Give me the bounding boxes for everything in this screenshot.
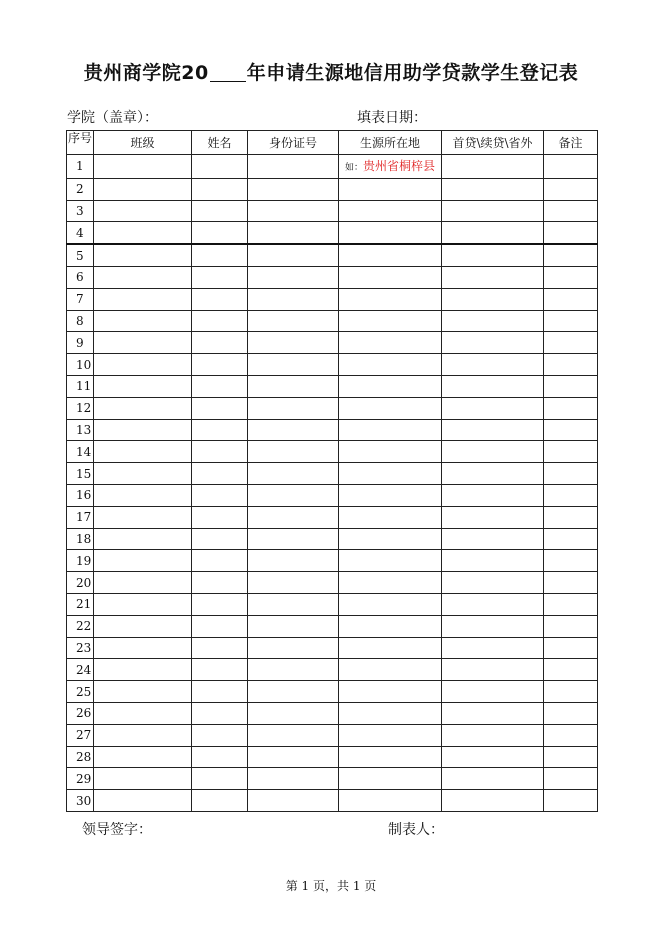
column-header-loan-type: 首贷\续贷\省外 [442,131,544,155]
id-number-cell[interactable] [248,768,339,790]
origin-cell[interactable] [339,310,442,332]
row-number: 21 [67,593,94,615]
row-number: 13 [67,419,94,441]
example-prefix: 如： [344,163,363,174]
table-row [67,593,598,615]
row-number: 23 [67,637,94,659]
page-number: 第 1 页，共 1 页 [285,879,377,893]
remarks-cell[interactable] [544,659,598,681]
class-cell[interactable] [94,222,192,244]
class-cell[interactable] [94,746,192,768]
row-number: 10 [67,354,94,376]
remarks-cell[interactable] [544,463,598,485]
row-number: 20 [67,572,94,594]
remarks-cell[interactable] [544,178,598,200]
remarks-cell[interactable] [544,266,598,288]
remarks-cell[interactable] [544,484,598,506]
class-cell[interactable] [94,375,192,397]
id-number-cell[interactable] [248,266,339,288]
remarks-cell[interactable] [544,354,598,376]
table-row [67,441,598,463]
class-cell[interactable] [94,354,192,376]
origin-cell[interactable] [339,681,442,703]
example-origin-text: 贵州省桐梓县 [363,159,436,174]
class-cell[interactable] [94,288,192,310]
remarks-cell[interactable] [544,550,598,572]
row-number: 5 [67,244,94,266]
table-row [67,200,598,222]
column-header-name: 姓名 [192,131,248,155]
id-number-cell[interactable] [248,659,339,681]
class-cell[interactable] [94,397,192,419]
class-cell[interactable] [94,463,192,485]
remarks-cell[interactable] [544,441,598,463]
row-number: 18 [67,528,94,550]
remarks-cell[interactable] [544,528,598,550]
id-number-cell[interactable] [248,441,339,463]
name-cell[interactable] [192,463,248,485]
table-row [67,724,598,746]
name-cell[interactable] [192,200,248,222]
class-cell[interactable] [94,615,192,637]
name-cell[interactable] [192,724,248,746]
class-cell[interactable] [94,441,192,463]
origin-cell[interactable] [339,506,442,528]
name-cell[interactable] [192,506,248,528]
origin-cell[interactable] [339,441,442,463]
remarks-cell[interactable] [544,375,598,397]
class-cell[interactable] [94,200,192,222]
row-number: 28 [67,746,94,768]
name-cell[interactable] [192,419,248,441]
origin-cell[interactable] [339,375,442,397]
class-cell[interactable] [94,550,192,572]
column-header-remarks: 备注 [544,131,598,155]
table-row [67,637,598,659]
row-number: 22 [67,615,94,637]
name-cell[interactable] [192,178,248,200]
name-cell[interactable] [192,310,248,332]
origin-cell[interactable] [339,155,442,179]
table-row [67,572,598,594]
table-header-row [67,131,598,155]
row-number: 25 [67,681,94,703]
row-number: 1 [67,155,94,179]
class-cell[interactable] [94,724,192,746]
table-row [67,659,598,681]
name-cell[interactable] [192,288,248,310]
origin-cell[interactable] [339,244,442,266]
id-number-cell[interactable] [248,178,339,200]
table-row [67,746,598,768]
id-number-cell[interactable] [248,244,339,266]
loan-type-cell[interactable] [442,681,544,703]
name-cell[interactable] [192,441,248,463]
row-number: 12 [67,397,94,419]
loan-type-cell[interactable] [442,200,544,222]
row-number: 17 [67,506,94,528]
loan-type-cell[interactable] [442,659,544,681]
title-prefix: 贵州商学院20 [83,62,209,84]
remarks-cell[interactable] [544,310,598,332]
column-header-origin: 生源所在地 [339,131,442,155]
origin-cell[interactable] [339,593,442,615]
class-cell[interactable] [94,681,192,703]
name-cell[interactable] [192,222,248,244]
id-number-cell[interactable] [248,724,339,746]
id-number-cell[interactable] [248,200,339,222]
origin-cell[interactable] [339,659,442,681]
row-number: 3 [67,200,94,222]
remarks-cell[interactable] [544,724,598,746]
table-row [67,790,598,812]
table-row [67,155,598,179]
id-number-cell[interactable] [248,484,339,506]
origin-cell[interactable] [339,200,442,222]
loan-type-cell[interactable] [442,768,544,790]
class-cell[interactable] [94,155,192,179]
name-cell[interactable] [192,746,248,768]
loan-type-cell[interactable] [442,441,544,463]
table-row [67,310,598,332]
class-cell[interactable] [94,266,192,288]
loan-type-cell[interactable] [442,375,544,397]
name-cell[interactable] [192,397,248,419]
origin-cell[interactable] [339,746,442,768]
table-row [67,332,598,354]
row-number: 4 [67,222,94,244]
name-cell[interactable] [192,528,248,550]
name-cell[interactable] [192,702,248,724]
loan-type-cell[interactable] [442,746,544,768]
row-number: 19 [67,550,94,572]
origin-cell[interactable] [339,354,442,376]
origin-cell[interactable] [339,637,442,659]
class-cell[interactable] [94,310,192,332]
name-cell[interactable] [192,681,248,703]
table-row [67,266,598,288]
loan-type-cell[interactable] [442,637,544,659]
origin-cell[interactable] [339,332,442,354]
row-number: 15 [67,463,94,485]
remarks-cell[interactable] [544,681,598,703]
fill-date-label: 填表日期： [357,110,427,126]
id-number-cell[interactable] [248,702,339,724]
table-row [67,681,598,703]
name-cell[interactable] [192,572,248,594]
id-number-cell[interactable] [248,593,339,615]
loan-type-cell[interactable] [442,244,544,266]
row-number: 6 [67,266,94,288]
table-row [67,178,598,200]
remarks-cell[interactable] [544,506,598,528]
remarks-cell[interactable] [544,615,598,637]
origin-cell[interactable] [339,790,442,812]
id-number-cell[interactable] [248,572,339,594]
id-number-cell[interactable] [248,637,339,659]
year-blank[interactable] [210,63,246,82]
row-number: 11 [67,375,94,397]
table-row [67,463,598,485]
maker-label: 制表人： [388,822,444,838]
class-cell[interactable] [94,332,192,354]
remarks-cell[interactable] [544,332,598,354]
row-number: 14 [67,441,94,463]
name-cell[interactable] [192,637,248,659]
origin-cell[interactable] [339,288,442,310]
origin-cell[interactable] [339,615,442,637]
table-row [67,375,598,397]
loan-type-cell[interactable] [442,724,544,746]
loan-type-cell[interactable] [442,288,544,310]
origin-cell[interactable] [339,550,442,572]
remarks-cell[interactable] [544,768,598,790]
loan-type-cell[interactable] [442,463,544,485]
origin-cell[interactable] [339,768,442,790]
table-row [67,288,598,310]
table-row [67,528,598,550]
remarks-cell[interactable] [544,419,598,441]
row-number: 8 [67,310,94,332]
row-number: 2 [67,178,94,200]
loan-type-cell[interactable] [442,397,544,419]
id-number-cell[interactable] [248,155,339,179]
class-cell[interactable] [94,528,192,550]
name-cell[interactable] [192,484,248,506]
name-cell[interactable] [192,244,248,266]
id-number-cell[interactable] [248,375,339,397]
class-cell[interactable] [94,790,192,812]
table-row [67,484,598,506]
row-number: 9 [67,332,94,354]
table-row [67,397,598,419]
id-number-cell[interactable] [248,681,339,703]
loan-type-cell[interactable] [442,310,544,332]
row-number: 29 [67,768,94,790]
id-number-cell[interactable] [248,419,339,441]
name-cell[interactable] [192,593,248,615]
column-header-seq: 序号 [67,131,94,155]
row-number: 24 [67,659,94,681]
remarks-cell[interactable] [544,572,598,594]
class-cell[interactable] [94,484,192,506]
origin-cell[interactable] [339,397,442,419]
name-cell[interactable] [192,768,248,790]
id-number-cell[interactable] [248,310,339,332]
remarks-cell[interactable] [544,244,598,266]
title-suffix: 年申请生源地信用助学贷款学生登记表 [246,62,579,84]
loan-type-cell[interactable] [442,332,544,354]
id-number-cell[interactable] [248,332,339,354]
id-number-cell[interactable] [248,288,339,310]
loan-type-cell[interactable] [442,484,544,506]
class-cell[interactable] [94,659,192,681]
table-row [67,354,598,376]
remarks-cell[interactable] [544,155,598,179]
remarks-cell[interactable] [544,593,598,615]
origin-cell[interactable] [339,572,442,594]
table-row [67,702,598,724]
class-cell[interactable] [94,572,192,594]
loan-type-cell[interactable] [442,506,544,528]
origin-cell[interactable] [339,463,442,485]
name-cell[interactable] [192,332,248,354]
remarks-cell[interactable] [544,397,598,419]
class-cell[interactable] [94,702,192,724]
row-number: 16 [67,484,94,506]
registration-table [66,130,598,812]
name-cell[interactable] [192,659,248,681]
column-header-id-number: 身份证号 [248,131,339,155]
table-row [67,506,598,528]
id-number-cell[interactable] [248,354,339,376]
origin-cell[interactable] [339,222,442,244]
row-number: 7 [67,288,94,310]
class-cell[interactable] [94,244,192,266]
name-cell[interactable] [192,550,248,572]
college-stamp-label: 学院（盖章）： [67,110,158,126]
class-cell[interactable] [94,768,192,790]
id-number-cell[interactable] [248,222,339,244]
origin-cell[interactable] [339,702,442,724]
origin-cell[interactable] [339,724,442,746]
name-cell[interactable] [192,266,248,288]
loan-type-cell[interactable] [442,615,544,637]
id-number-cell[interactable] [248,463,339,485]
class-cell[interactable] [94,637,192,659]
loan-type-cell[interactable] [442,528,544,550]
class-cell[interactable] [94,593,192,615]
name-cell[interactable] [192,155,248,179]
loan-type-cell[interactable] [442,354,544,376]
name-cell[interactable] [192,615,248,637]
loan-type-cell[interactable] [442,550,544,572]
remarks-cell[interactable] [544,200,598,222]
loan-type-cell[interactable] [442,593,544,615]
row-number: 27 [67,724,94,746]
id-number-cell[interactable] [248,746,339,768]
loan-type-cell[interactable] [442,702,544,724]
origin-cell[interactable] [339,178,442,200]
table-row [67,550,598,572]
remarks-cell[interactable] [544,222,598,244]
row-number: 30 [67,790,94,812]
remarks-cell[interactable] [544,288,598,310]
column-header-class: 班级 [94,131,192,155]
id-number-cell[interactable] [248,790,339,812]
id-number-cell[interactable] [248,550,339,572]
class-cell[interactable] [94,506,192,528]
leader-signature-label: 领导签字： [82,822,152,838]
loan-type-cell[interactable] [442,266,544,288]
class-cell[interactable] [94,178,192,200]
form-title [0,58,662,85]
table-row [67,768,598,790]
row-number: 26 [67,702,94,724]
remarks-cell[interactable] [544,790,598,812]
loan-type-cell[interactable] [442,572,544,594]
id-number-cell[interactable] [248,615,339,637]
origin-cell[interactable] [339,528,442,550]
name-cell[interactable] [192,354,248,376]
loan-type-cell[interactable] [442,178,544,200]
loan-type-cell[interactable] [442,419,544,441]
name-cell[interactable] [192,375,248,397]
origin-cell[interactable] [339,484,442,506]
remarks-cell[interactable] [544,637,598,659]
id-number-cell[interactable] [248,397,339,419]
origin-cell[interactable] [339,419,442,441]
loan-type-cell[interactable] [442,222,544,244]
remarks-cell[interactable] [544,702,598,724]
remarks-cell[interactable] [544,746,598,768]
origin-cell[interactable] [339,266,442,288]
id-number-cell[interactable] [248,506,339,528]
class-cell[interactable] [94,419,192,441]
loan-type-cell[interactable] [442,155,544,179]
table-row [67,419,598,441]
table-row [67,222,598,244]
name-cell[interactable] [192,790,248,812]
loan-type-cell[interactable] [442,790,544,812]
id-number-cell[interactable] [248,528,339,550]
table-row [67,615,598,637]
table-row [67,244,598,266]
